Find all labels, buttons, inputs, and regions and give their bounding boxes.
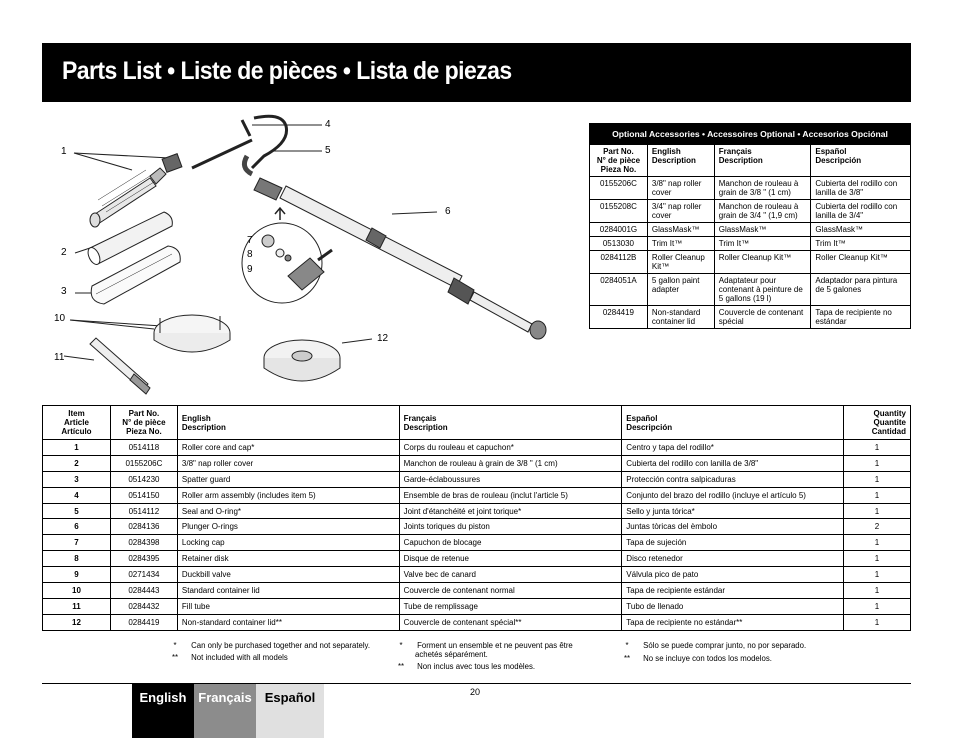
desc-fr: Valve bec de canard [399,567,622,583]
quantity: 1 [844,440,911,456]
footnotes-fr [397,641,601,671]
table-row [43,598,911,614]
table-row [590,274,911,306]
callout-10: 10 [54,313,66,324]
table-row [43,567,911,583]
acc-en: 3/4" nap roller cover [647,200,714,223]
acc-fr: Couvercle de contenant spécial [714,306,811,329]
acc-fr: GlassMask™ [714,223,811,237]
desc-fr: Corps du rouleau et capuchon* [399,440,622,456]
footnote: ** Non inclus avec tous les modèles. [397,662,536,671]
acc-part: 0284001G [590,223,648,237]
acc-fr: Roller Cleanup Kit™ [714,251,811,274]
part-number: 0514118 [110,440,177,456]
table-row [43,535,911,551]
parts-header-row [43,406,911,440]
acc-part: 0513030 [590,237,648,251]
quantity: 1 [844,583,911,599]
acc-col-part: Part No. N° de pièce Pieza No. [590,145,648,177]
acc-es: GlassMask™ [811,223,911,237]
desc-en: Standard container lid [177,583,399,599]
desc-es: Tapa de recipiente no estándar** [622,614,844,630]
desc-fr: Capuchon de blocage [399,535,622,551]
desc-en: Seal and O-ring* [177,503,399,519]
col-item: Item Article Artículo [43,406,111,440]
desc-en: Fill tube [177,598,399,614]
desc-en: Spatter guard [177,471,399,487]
desc-es: Juntas tòricas del èmbolo [622,519,844,535]
part-number: 0514150 [110,487,177,503]
item-number: 2 [43,455,111,471]
acc-en: Roller Cleanup Kit™ [647,251,714,274]
desc-fr: Ensemble de bras de rouleau (inclut l'article 5) [399,487,622,503]
part-number: 0284443 [110,583,177,599]
table-row [590,237,911,251]
callout-3: 3 [61,286,67,297]
desc-en: Retainer disk [177,551,399,567]
part-number: 0271434 [110,567,177,583]
acc-part: 0284112B [590,251,648,274]
item-number: 6 [43,519,111,535]
desc-es: Tapa de sujeción [622,535,844,551]
desc-en: Locking cap [177,535,399,551]
col-en: English Description [177,406,399,440]
desc-es: Protección contra salpicaduras [622,471,844,487]
quantity: 1 [844,567,911,583]
acc-part: 0155208C [590,200,648,223]
desc-es: Tubo de llenado [622,598,844,614]
footnotes-en [171,641,390,662]
acc-fr: Manchon de rouleau à grain de 3/4 " (1,9 cm) [714,200,811,223]
desc-en: 3/8" nap roller cover [177,455,399,471]
table-row [43,487,911,503]
table-row [43,519,911,535]
acc-es: Adaptador para pintura de 5 galones [811,274,911,306]
callout-9: 9 [247,264,253,275]
col-part: Part No. N° de pièce Pieza No. [110,406,177,440]
desc-fr: Disque de retenue [399,551,622,567]
callout-6: 6 [445,206,451,217]
col-es: Español Descripción [622,406,844,440]
acc-en: 3/8" nap roller cover [647,177,714,200]
callout-7: 7 [247,235,253,246]
table-row [43,455,911,471]
table-row [590,223,911,237]
footnote: * Can only be purchased together and not separately. [173,641,371,650]
item-number: 9 [43,567,111,583]
part-number: 0514112 [110,503,177,519]
acc-es: Cubierta del rodillo con lanilla de 3/8" [811,177,911,200]
footnote: ** No se incluye con todos los modelos. [623,654,772,663]
quantity: 1 [844,614,911,630]
table-row [590,200,911,223]
item-number: 8 [43,551,111,567]
table-row [590,251,911,274]
acc-part: 0155206C [590,177,648,200]
part-number: 0155206C [110,455,177,471]
quantity: 1 [844,471,911,487]
table-row [43,503,911,519]
desc-es: Centro y tapa del rodillo* [622,440,844,456]
acc-es: Trim It™ [811,237,911,251]
acc-en: 5 gallon paint adapter [647,274,714,306]
table-row [43,440,911,456]
acc-col-fr: Français Description [714,145,811,177]
page-title: Parts List • Liste de pièces • Lista de piezas [62,57,512,85]
acc-en: Trim It™ [647,237,714,251]
acc-col-en: English Description [647,145,714,177]
desc-fr: Tube de remplissage [399,598,622,614]
item-number: 7 [43,535,111,551]
footnotes-es [623,641,847,663]
acc-col-es: Español Descripción [811,145,911,177]
desc-es: Conjunto del brazo del rodillo (incluye el artículo 5) [622,487,844,503]
footnote: * Forment un ensemble et ne peuvent pas être achetés séparément. [399,641,573,659]
tab-francais[interactable]: Français [194,684,256,738]
table-row [43,471,911,487]
acc-es: Cubierta del rodillo con lanilla de 3/4" [811,200,911,223]
callout-11: 11 [54,352,65,363]
acc-fr: Trim It™ [714,237,811,251]
callout-4: 4 [325,119,331,130]
tab-english[interactable]: English [132,684,194,738]
item-number: 5 [43,503,111,519]
item-number: 10 [43,583,111,599]
quantity: 1 [844,487,911,503]
item-number: 4 [43,487,111,503]
acc-en: Non-standard container lid [647,306,714,329]
parts-diagram [42,108,582,408]
quantity: 1 [844,503,911,519]
part-number: 0284419 [110,614,177,630]
acc-es: Tapa de recipiente no estándar [811,306,911,329]
table-row [590,177,911,200]
table-row [43,583,911,599]
desc-en: Non-standard container lid** [177,614,399,630]
footnote: * Sólo se puede comprar junto, no por separado. [625,641,807,650]
desc-fr: Couvercle de contenant normal [399,583,622,599]
col-fr: Français Description [399,406,622,440]
desc-fr: Joints toriques du piston [399,519,622,535]
accessories-table [589,123,911,329]
callout-12: 12 [377,333,389,344]
desc-fr: Couvercle de contenant spécial** [399,614,622,630]
quantity: 2 [844,519,911,535]
desc-es: Sello y junta tórica* [622,503,844,519]
quantity: 1 [844,455,911,471]
desc-en: Duckbill valve [177,567,399,583]
page-number: 20 [470,687,481,697]
table-row [43,614,911,630]
desc-en: Plunger O-rings [177,519,399,535]
acc-part: 0284051A [590,274,648,306]
part-number: 0284398 [110,535,177,551]
accessories-header-row [590,145,911,177]
item-number: 12 [43,614,111,630]
tab-espanol[interactable]: Español [256,684,324,738]
desc-fr: Joint d'étanchéité et joint torique* [399,503,622,519]
callout-8: 8 [247,249,253,260]
part-number: 0284395 [110,551,177,567]
desc-es: Tapa de recipiente estándar [622,583,844,599]
parts-illustration [42,108,582,408]
table-row [43,551,911,567]
part-number: 0514230 [110,471,177,487]
quantity: 1 [844,551,911,567]
acc-fr: Manchon de rouleau à grain de 3/8 " (1 cm) [714,177,811,200]
parts-table [42,405,911,631]
desc-en: Roller arm assembly (includes item 5) [177,487,399,503]
acc-part: 0284419 [590,306,648,329]
quantity: 1 [844,535,911,551]
item-number: 11 [43,598,111,614]
table-row [590,306,911,329]
footnote: ** Not included with all models [171,653,288,662]
desc-es: Disco retenedor [622,551,844,567]
item-number: 3 [43,471,111,487]
desc-en: Roller core and cap* [177,440,399,456]
callout-2: 2 [61,247,67,258]
part-number: 0284432 [110,598,177,614]
callout-5: 5 [325,145,331,156]
item-number: 1 [43,440,111,456]
accessories-heading: Optional Accessories • Accessoires Optional • Accesorios Opciónal [590,124,911,145]
desc-fr: Garde-éclaboussures [399,471,622,487]
title-bar [42,43,911,102]
acc-es: Roller Cleanup Kit™ [811,251,911,274]
desc-es: Cubierta del rodillo con lanilla de 3/8" [622,455,844,471]
desc-fr: Manchon de rouleau à grain de 3/8 " (1 cm) [399,455,622,471]
quantity: 1 [844,598,911,614]
col-qty: Quantity Quantite Cantidad [844,406,911,440]
desc-es: Válvula pico de pato [622,567,844,583]
acc-en: GlassMask™ [647,223,714,237]
part-number: 0284136 [110,519,177,535]
acc-fr: Adaptateur pour contenant à peinture de 5 gallons (19 l) [714,274,811,306]
callout-1: 1 [61,146,67,157]
